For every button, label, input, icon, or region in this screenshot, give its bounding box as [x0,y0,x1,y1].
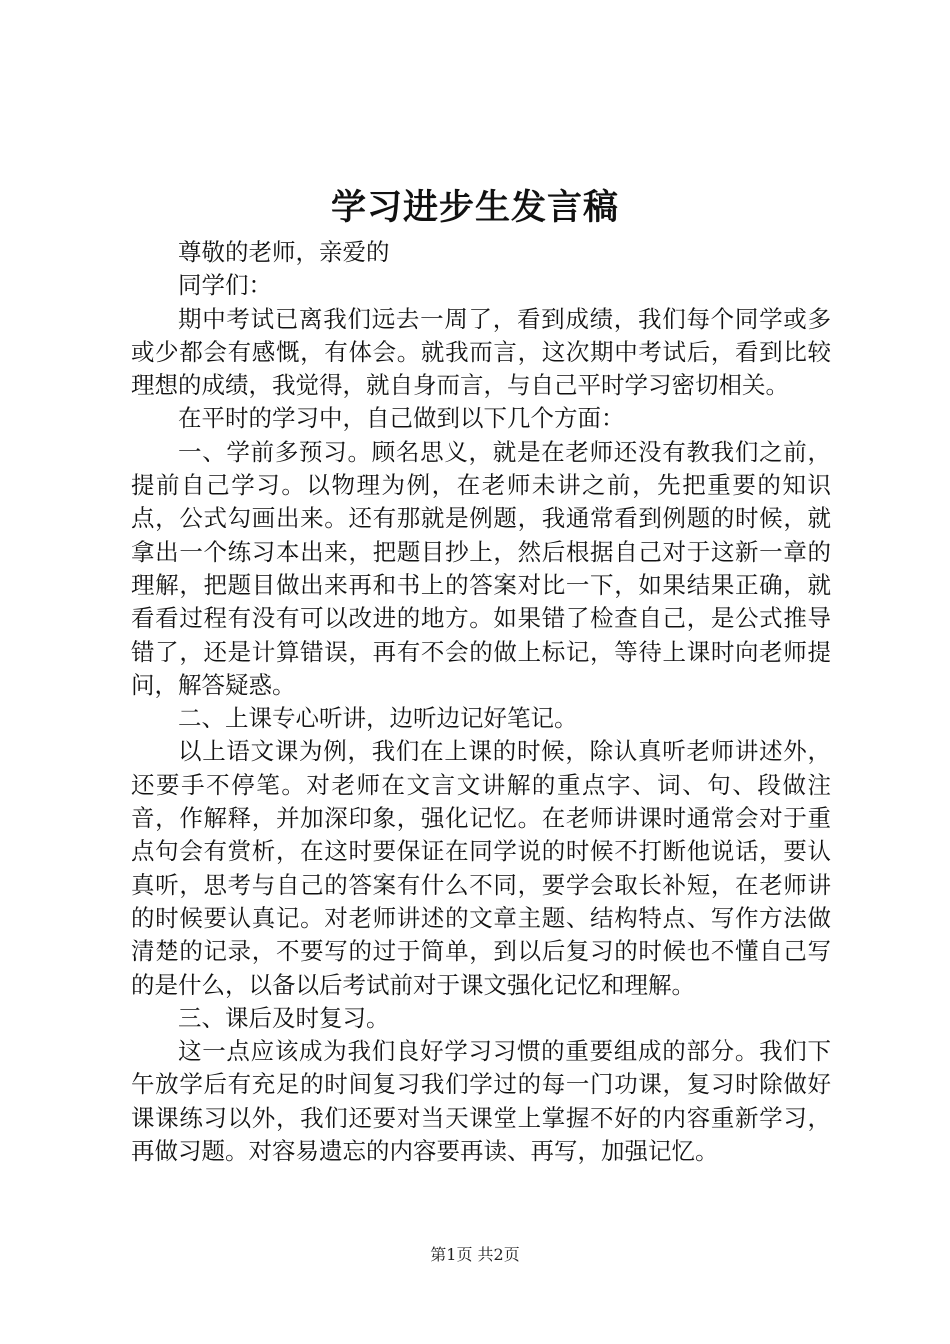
body-paragraph: 以上语文课为例，我们在上课的时候，除认真听老师讲述外，还要手不停笔。对老师在文言文讲解的重点字、词、句、段做注音，作解释，并加深印象，强化记忆。在老师讲课时通常会对于重点句会有赏析，在这时要保证在同学说的时候不打断他说话，要认真听，思考与自己的答案有什么不同，要学会取长补短，在老师讲的时候要认真记。对老师讲述的文章主题、结构特点、写作方法做清楚的记录，不要写的过于简单，到以后复习的时候也不懂自己写的是什么，以备以后考试前对于课文强化记忆和理解。 [131,737,831,999]
salutation-line-1: 尊敬的老师，亲爱的 [178,238,390,266]
page-footer: 第1页 共2页 [430,1245,520,1264]
body-paragraph: 一、学前多预习。顾名思义，就是在老师还没有教我们之前，提前自己学习。以物理为例，在老师未讲之前，先把重要的知识点，公式勾画出来。还有那就是例题，我通常看到例题的时候，就拿出一个练习本出来，把题目抄上，然后根据自己对于这新一章的理解，把题目做出来再和书上的答案对比一下，如果结果正确，就看看过程有没有可以改进的地方。如果错了检查自己，是公式推导错了，还是计算错误，再有不会的做上标记，等待上课时向老师提问，解答疑惑。 [131,437,831,699]
section-heading: 二、上课专心听讲，边听边记好笔记。 [178,704,578,733]
body-paragraph: 期中考试已离我们远去一周了，看到成绩，我们每个同学或多或少都会有感慨，有体会。就我而言，这次期中考试后，看到比较理想的成绩，我觉得，就自身而言，与自己平时学习密切相关。 [131,304,831,400]
body-paragraph: 这一点应该成为我们良好学习习惯的重要组成的部分。我们下午放学后有充足的时间复习我们学过的每一门功课，复习时除做好课课练习以外，我们还要对当天课堂上掌握不好的内容重新学习，再做习题。对容易遗忘的内容要再读、再写，加强记忆。 [131,1037,831,1166]
salutation-line-2: 同学们： [178,271,272,300]
page-title: 学习进步生发言稿 [330,187,619,228]
section-heading: 三、课后及时复习。 [178,1003,390,1032]
document-body [131,236,831,1168]
body-paragraph: 在平时的学习中，自己做到以下几个方面： [178,404,625,433]
